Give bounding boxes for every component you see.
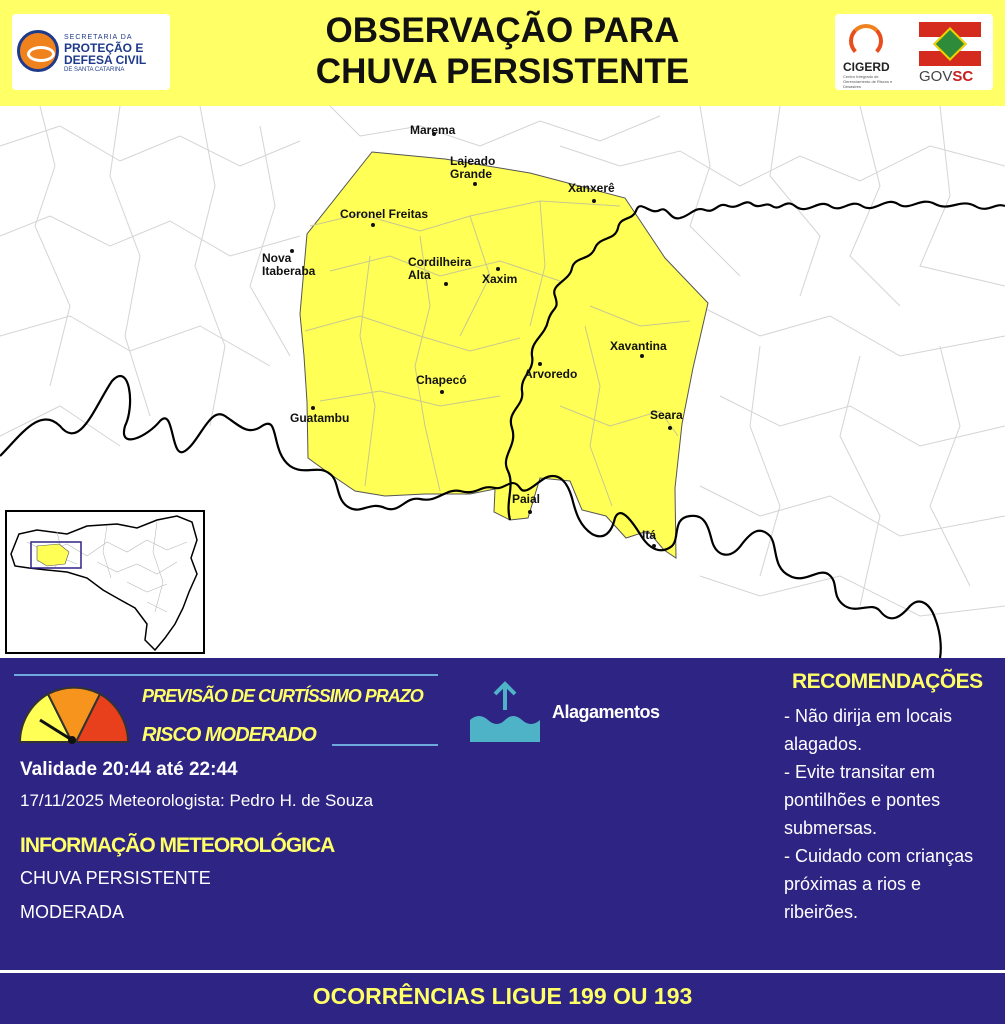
alert-map [0,106,1005,658]
cigerd-subtitle: Centro Integrado de Gerenciamento de Riscos e Desastres [843,74,893,89]
city-label-xanxere: Xanxerê [568,181,615,195]
date-meteorologist: 17/11/2025 Meteorologista: Pedro H. de Souza [20,791,374,810]
city-label-arvoredo: Arvoredo [524,367,578,381]
flood-icon [468,680,542,744]
info-line2: MODERADA [20,902,125,922]
recommendation-item: - Evite transitar em pontilhões e pontes submersas. [784,762,941,838]
cigerd-signal-icon [849,24,883,58]
city-dot-xanxere [592,199,596,203]
recommendation-item: - Cuidado com crianças próximas a rios e ribeirões. [784,846,974,922]
govsc-label: GOVSC [919,68,974,85]
government-logos [835,14,993,90]
city-dot-guatambu [311,406,315,410]
info-title: INFORMAÇÃO METEOROLÓGICA [20,834,335,857]
logo-line3: DEFESA CIVIL [64,53,147,67]
city-dot-ita [652,544,656,548]
info-panel [0,658,1005,970]
city-dot-coronel-freitas [371,223,375,227]
info-line1: CHUVA PERSISTENTE [20,868,211,888]
risk-gauge-icon [14,680,134,746]
title-line1: OBSERVAÇÃO PARA [325,11,680,50]
recommendations-list [784,702,998,926]
logo-line4: DE SANTA CATARINA [64,67,125,73]
footer [0,973,1005,1024]
city-label-chapeco: Chapecó [416,373,467,387]
city-dot-arvoredo [538,362,542,366]
city-label-marema: Marema [410,123,456,137]
santa-catarina-flag-icon [919,22,981,66]
risk-label: RISCO MODERADO [142,724,316,746]
logo-line1: SECRETARIA DA [64,34,133,41]
recommendations-title: RECOMENDAÇÕES [792,670,983,693]
validity-text: Validade 20:44 até 22:44 [20,759,238,780]
city-label-xaxim: Xaxim [482,272,518,286]
city-dot-chapeco [440,390,444,394]
city-label-guatambu: Guatambu [290,411,350,425]
locator-map-canvas [7,512,203,652]
cigerd-label: CIGERD [843,60,890,74]
recommendation-item: - Não dirija em locais alagados. [784,706,953,754]
city-label-paial: Paial [512,492,541,506]
city-label-seara: Seara [650,408,683,422]
header [0,0,1005,106]
city-label-nova-itaberaba: Nova Itaberaba [262,251,316,278]
city-dot-lajeado-grande [473,182,477,186]
hazard-label: Alagamentos [552,702,660,722]
city-dot-seara [668,426,672,430]
emergency-numbers: OCORRÊNCIAS LIGUE 199 OU 193 [312,983,693,1009]
panel-divider-bottom [332,744,438,746]
locator-inset-map [5,510,205,654]
city-dot-xaxim [496,267,500,271]
forecast-label: PREVISÃO DE CURTÍSSIMO PRAZO [142,686,423,706]
city-label-cordilheira-alta: Cordilheira Alta [408,255,472,282]
city-label-xavantina: Xavantina [610,339,667,353]
logo-line2: PROTEÇÃO E [64,41,144,55]
city-label-coronel-freitas: Coronel Freitas [340,207,429,221]
panel-divider-top [14,674,438,676]
city-dot-cordilheira-alta [444,282,448,286]
city-label-lajeado-grande: Lajeado Grande [450,154,496,181]
city-dot-paial [528,510,532,514]
state-outline [11,516,197,650]
city-label-ita: Itá [642,528,657,542]
city-dot-xavantina [640,354,644,358]
title-line2: CHUVA PERSISTENTE [315,52,690,91]
